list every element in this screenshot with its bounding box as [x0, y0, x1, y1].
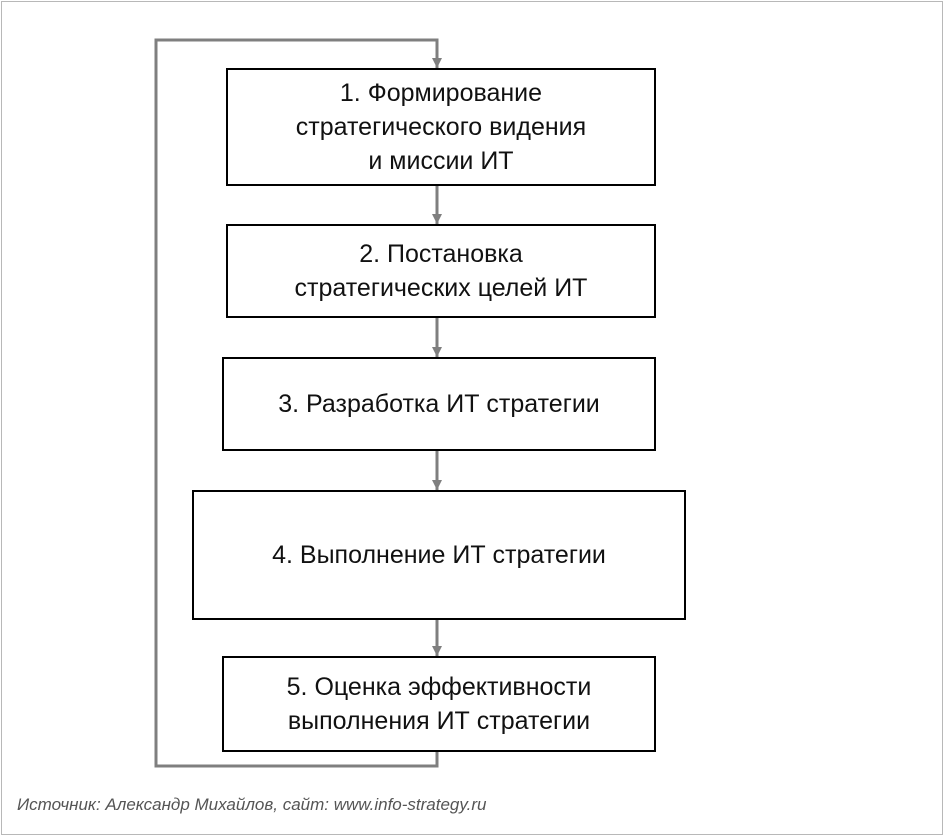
- step-5-label: 5. Оценка эффективности выполнения ИТ стратегии: [286, 673, 592, 735]
- step-5-box: [222, 656, 656, 752]
- step-1-box: [226, 68, 656, 186]
- step-4-label: 4. Выполнение ИТ стратегии: [272, 541, 606, 569]
- step-2-box: [226, 224, 656, 318]
- step-2-label: 2. Постановка стратегических целей ИТ: [294, 240, 588, 302]
- step-1-label: 1. Формирование стратегического видения и миссии ИТ: [295, 79, 587, 175]
- step-4-box: [192, 490, 686, 620]
- step-3-box: [222, 357, 656, 451]
- step-3-label: 3. Разработка ИТ стратегии: [278, 390, 600, 418]
- source-caption: Источник: Александр Михайлов, сайт: www.info-strategy.ru: [17, 795, 487, 814]
